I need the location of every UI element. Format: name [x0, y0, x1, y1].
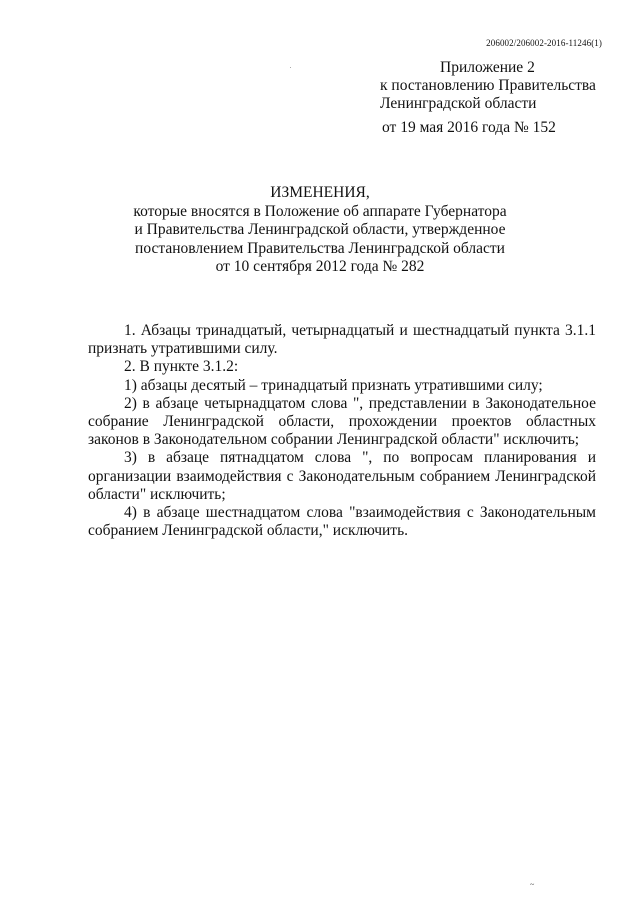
heading-line-4: постановлением Правительства Ленинградской области — [135, 239, 505, 257]
scan-mark: ~ — [530, 880, 535, 889]
paragraph-5: 3) в абзаце пятнадцатом слова ", по вопросам планирования и организации взаимодействия с Законодательным собранием Ленинградской области" исключить; — [88, 449, 596, 503]
heading-title: ИЗМЕНЕНИЯ, — [270, 184, 370, 201]
appendix-resolution: к постановлению Правительства — [380, 77, 596, 94]
document-body — [88, 322, 596, 540]
appendix-region: Ленинградской области — [380, 95, 537, 112]
paragraph-2: 2. В пункте 3.1.2: — [124, 358, 239, 376]
paragraph-3: 1) абзацы десятый – тринадцатый признать утратившими силу; — [124, 376, 543, 394]
paragraph-6: 4) в абзаце шестнадцатом слова "взаимодействия с Законодательным собранием Ленинградской области," исключить. — [88, 504, 596, 540]
heading-line-5: от 10 сентября 2012 года № 282 — [215, 258, 425, 275]
paragraph-4: 2) в абзаце четырнадцатом слова ", представлении в Законодательное собрание Ленинградской области, прохождении проектов областных законов в Законодательном собрании Ленинградской области" исключить; — [88, 394, 596, 449]
scan-speck — [290, 67, 291, 68]
heading-line-2: которые вносятся в Положение об аппарате Губернатора — [133, 202, 507, 220]
document-id: 206002/206002-2016-11246(1) — [486, 38, 602, 48]
appendix-date: от 19 мая 2016 года № 152 — [382, 119, 556, 136]
paragraph-1: 1. Абзацы тринадцатый, четырнадцатый и шестнадцатый пункта 3.1.1 признать утратившими силу. — [88, 322, 596, 358]
document-heading — [0, 184, 640, 277]
appendix-number: Приложение 2 — [440, 59, 535, 76]
heading-line-3: и Правительства Ленинградской области, утвержденное — [134, 221, 506, 238]
appendix-block — [380, 59, 596, 137]
